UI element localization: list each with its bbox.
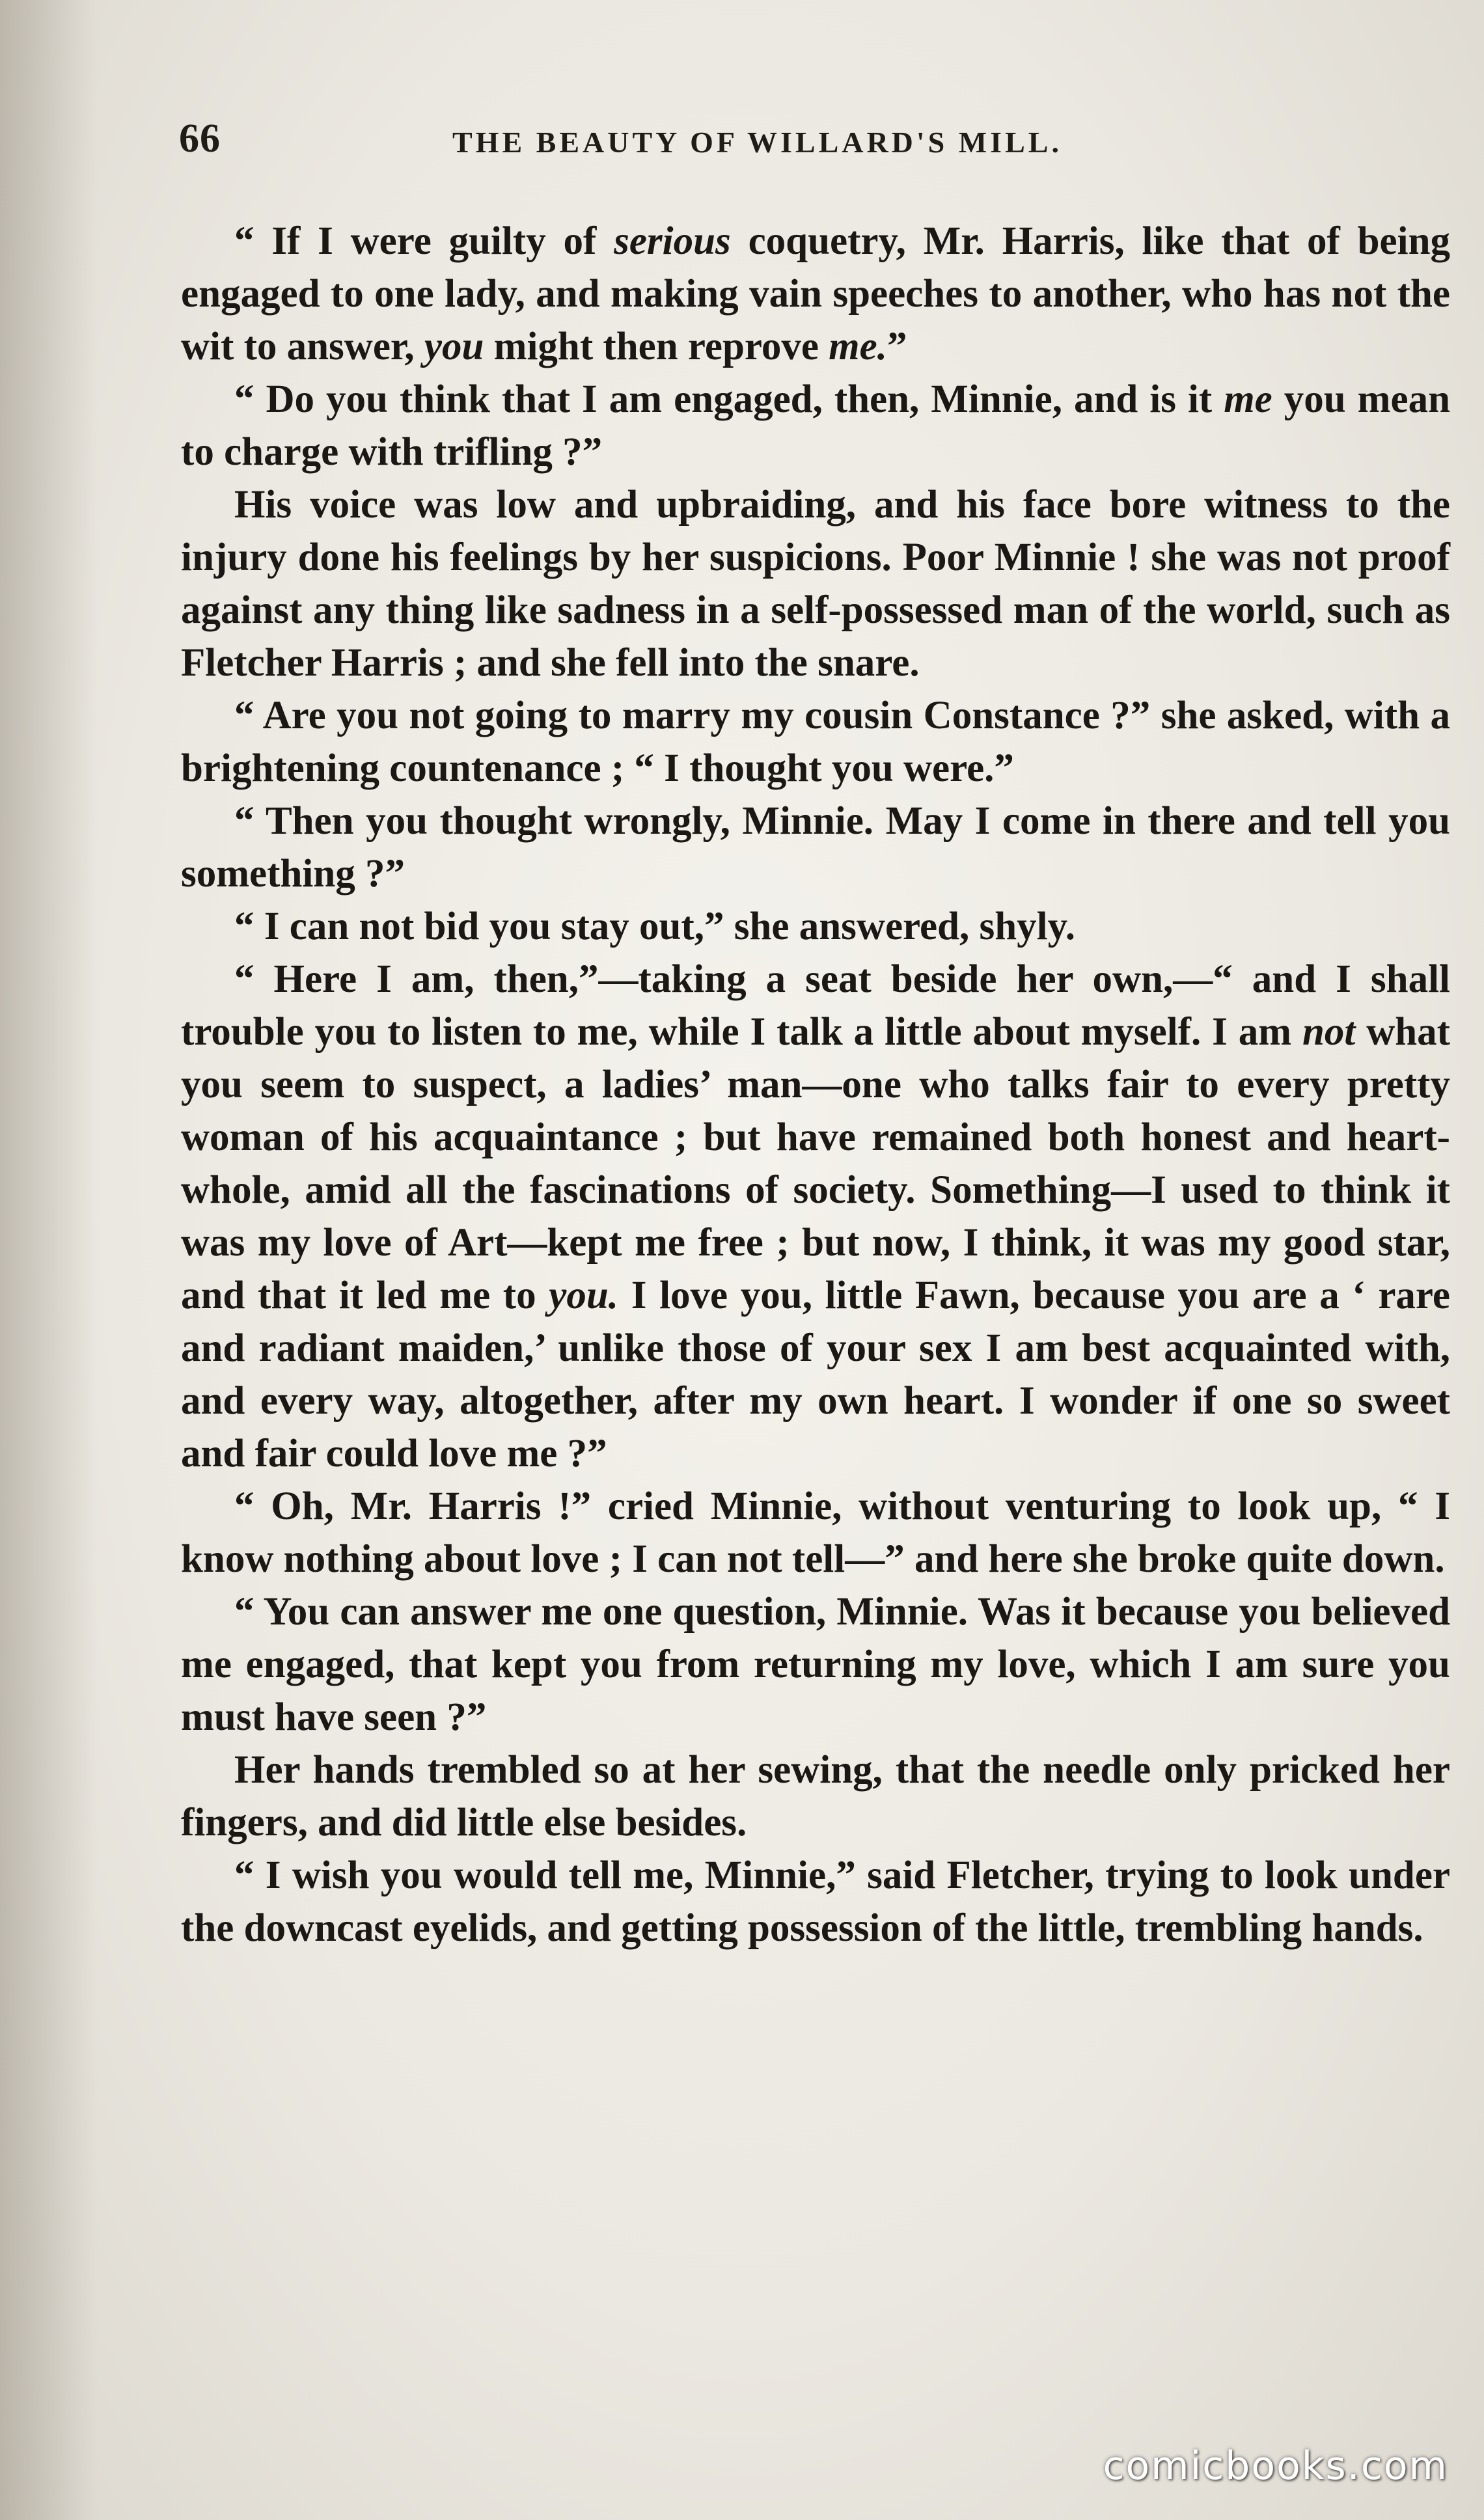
paragraph <box>181 215 1450 373</box>
italic-run: you. <box>549 1274 619 1317</box>
italic-run: not <box>1302 1010 1356 1054</box>
paragraph <box>181 689 1450 795</box>
watermark: comicbooks.com <box>1103 2443 1448 2489</box>
text-run: ” <box>886 325 907 368</box>
text-run: “ Then you thought wrongly, Minnie. May I come in there and tell you something ?” <box>181 799 1450 896</box>
text-run: “ Here I am, then,”—taking a seat beside her own,—“ and I shall trouble you to listen to me, while I talk a little about myself. I am <box>181 957 1450 1054</box>
paragraph <box>181 1849 1450 1954</box>
paragraph <box>181 1585 1450 1744</box>
text-run: “ I can not bid you stay out,” she answered, shyly. <box>234 905 1075 948</box>
paragraph <box>181 795 1450 900</box>
paragraph <box>181 953 1450 1480</box>
text-run: “ Are you not going to marry my cousin Constance ?” she asked, with a brightening countenance ; “ I thought you were.” <box>181 694 1450 790</box>
italic-run: me. <box>829 325 887 368</box>
body-text <box>181 215 1450 1954</box>
paragraph <box>181 373 1450 478</box>
paragraph <box>181 1744 1450 1849</box>
text-run: coquetry, Mr. Harris, like that of being engaged to one lady, and making vain speeches to another, who has not the wit to answer, <box>181 219 1450 368</box>
italic-run: you <box>424 325 484 368</box>
paragraph <box>181 1480 1450 1585</box>
text-run: Her hands trembled so at her sewing, that the needle only pricked her fingers, and did little else besides. <box>181 1748 1450 1844</box>
text-run: what you seem to suspect, a ladies’ man—one who talks fair to every pretty woman of his acquaintance ; but have remained both honest and heart-whole, amid all the fascinations of society. Something—I used to think it was my love of Art—kept me free ; but now, I think, it was my good star, and that it led me to <box>181 1010 1450 1317</box>
text-run: “ Oh, Mr. Harris !” cried Minnie, without venturing to look up, “ I know nothing about love ; I can not tell—” and here she broke quite down. <box>181 1485 1450 1581</box>
text-run: I love you, little Fawn, because you are a ‘ rare and radiant maiden,’ unlike those of your sex I am best acquainted with, and every way, altogether, after my own heart. I wonder if one so sweet and fair could love me ?” <box>181 1274 1450 1475</box>
running-head: THE BEAUTY OF WILLARD'S MILL. <box>452 126 1062 159</box>
text-run: might then reprove <box>484 325 829 368</box>
paragraph <box>181 478 1450 689</box>
paragraph <box>181 900 1450 953</box>
text-run: His voice was low and upbraiding, and his face bore witness to the injury done his feelings by her suspicions. Poor Minnie ! she was not proof against any thing like sadness in a self-possessed man of the world, such as Fletcher Harris ; and she fell into the snare. <box>181 483 1450 685</box>
text-run: “ You can answer me one question, Minnie. Was it because you believed me engaged, that kept you from returning my love, which I am sure you must have seen ?” <box>181 1590 1450 1739</box>
text-run: you mean to charge with trifling ?” <box>181 377 1450 474</box>
text-run: “ I wish you would tell me, Minnie,” said Fletcher, trying to look under the downcast eyelids, and getting possession of the little, trembling hands. <box>181 1854 1450 1950</box>
italic-run: me <box>1224 377 1272 421</box>
text-run: “ Do you think that I am engaged, then, Minnie, and is it <box>234 377 1224 421</box>
italic-run: serious <box>614 219 731 263</box>
page-header <box>179 116 1448 174</box>
page-number: 66 <box>179 116 221 161</box>
text-run: “ If I were guilty of <box>234 219 614 263</box>
